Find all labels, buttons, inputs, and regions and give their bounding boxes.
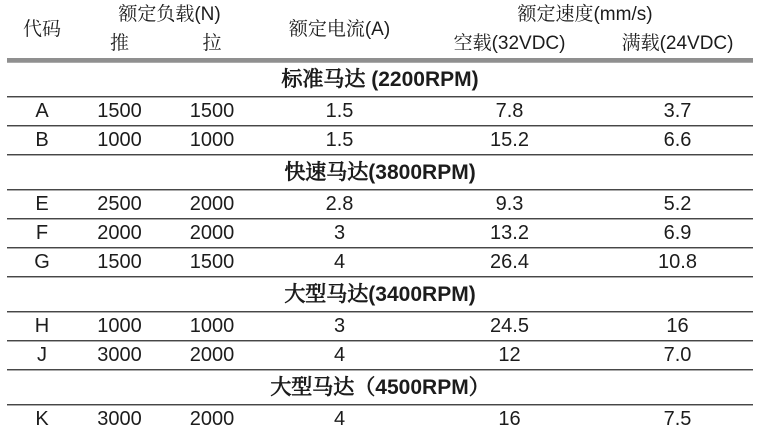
cell-no-load: 7.8 <box>417 97 602 126</box>
section-title-row <box>7 155 753 190</box>
cell-code: E <box>7 190 77 219</box>
section-title: 大型马达(3400RPM) <box>7 277 753 312</box>
table-row <box>7 248 753 277</box>
cell-push: 1500 <box>77 248 162 277</box>
cell-push: 2000 <box>77 219 162 248</box>
cell-push: 3000 <box>77 405 162 431</box>
cell-pull: 1000 <box>162 126 262 155</box>
cell-pull: 1500 <box>162 97 262 126</box>
cell-pull: 1000 <box>162 312 262 341</box>
section-title-row <box>7 370 753 405</box>
cell-full-load: 7.5 <box>602 405 753 431</box>
section-title-row <box>7 62 753 97</box>
cell-pull: 2000 <box>162 341 262 370</box>
cell-current: 2.8 <box>262 190 417 219</box>
cell-no-load: 12 <box>417 341 602 370</box>
section-title: 大型马达（4500RPM） <box>7 370 753 405</box>
cell-no-load: 13.2 <box>417 219 602 248</box>
cell-pull: 2000 <box>162 219 262 248</box>
header-current: 额定电流(A) <box>262 0 417 62</box>
cell-current: 1.5 <box>262 126 417 155</box>
cell-no-load: 24.5 <box>417 312 602 341</box>
header-pull: 拉 <box>162 29 262 62</box>
table-row <box>7 341 753 370</box>
cell-code: A <box>7 97 77 126</box>
cell-push: 3000 <box>77 341 162 370</box>
header-speed-group: 额定速度(mm/s) <box>517 4 653 25</box>
cell-full-load: 5.2 <box>602 190 753 219</box>
cell-full-load: 16 <box>602 312 753 341</box>
cell-current: 1.5 <box>262 97 417 126</box>
cell-push: 1000 <box>77 126 162 155</box>
table-row <box>7 219 753 248</box>
header-no-load: 空载(32VDC) <box>417 29 602 62</box>
cell-full-load: 6.6 <box>602 126 753 155</box>
cell-pull: 1500 <box>162 248 262 277</box>
cell-code: J <box>7 341 77 370</box>
cell-no-load: 9.3 <box>417 190 602 219</box>
cell-code: F <box>7 219 77 248</box>
table-header <box>7 0 753 62</box>
section-title: 快速马达(3800RPM) <box>7 155 753 190</box>
cell-full-load: 6.9 <box>602 219 753 248</box>
header-push: 推 <box>77 29 162 62</box>
section-title-row <box>7 277 753 312</box>
cell-push: 2500 <box>77 190 162 219</box>
cell-code: K <box>7 405 77 431</box>
cell-full-load: 7.0 <box>602 341 753 370</box>
table-row <box>7 312 753 341</box>
cell-code: B <box>7 126 77 155</box>
cell-pull: 2000 <box>162 405 262 431</box>
header-code: 代码 <box>7 0 77 62</box>
cell-push: 1000 <box>77 312 162 341</box>
header-load-group: 额定负载(N) <box>118 4 221 25</box>
cell-no-load: 26.4 <box>417 248 602 277</box>
cell-full-load: 3.7 <box>602 97 753 126</box>
cell-push: 1500 <box>77 97 162 126</box>
table-row <box>7 405 753 431</box>
motor-spec-table <box>7 0 753 431</box>
section-title: 标准马达 (2200RPM) <box>7 62 753 97</box>
table-row <box>7 126 753 155</box>
cell-no-load: 16 <box>417 405 602 431</box>
cell-current: 4 <box>262 405 417 431</box>
cell-code: H <box>7 312 77 341</box>
header-full-load: 满载(24VDC) <box>602 29 753 62</box>
table-body <box>7 62 753 431</box>
cell-current: 3 <box>262 312 417 341</box>
cell-current: 3 <box>262 219 417 248</box>
cell-pull: 2000 <box>162 190 262 219</box>
cell-current: 4 <box>262 248 417 277</box>
cell-current: 4 <box>262 341 417 370</box>
cell-no-load: 15.2 <box>417 126 602 155</box>
table-row <box>7 97 753 126</box>
table-row <box>7 190 753 219</box>
header-row-1 <box>7 0 753 29</box>
cell-full-load: 10.8 <box>602 248 753 277</box>
cell-code: G <box>7 248 77 277</box>
